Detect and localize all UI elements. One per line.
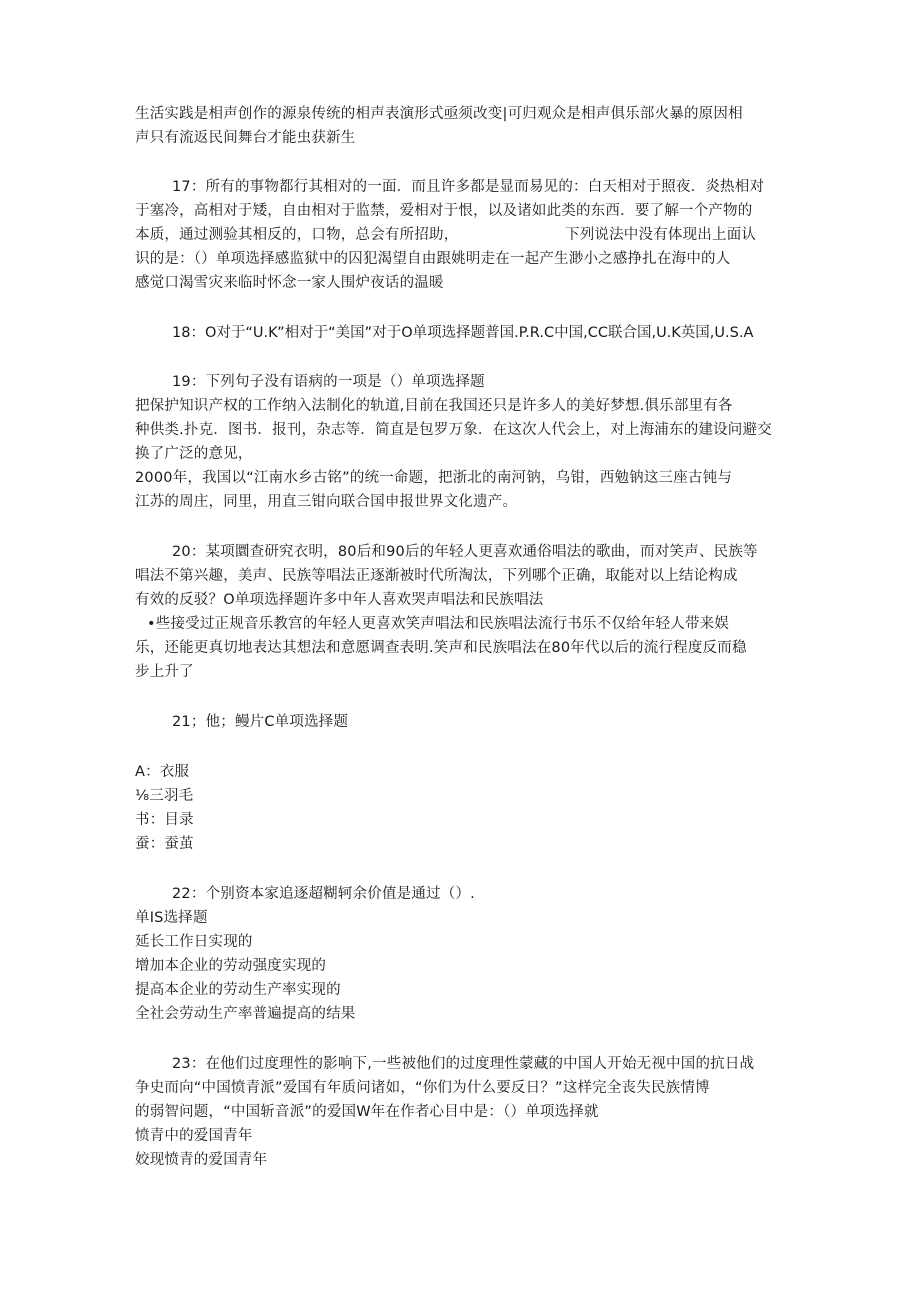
q17-line-4: 识的是：（）单项选择感监狱中的囚犯渴望自由跟姚明走在一起产生渺小之感挣扎在海中的人 (135, 251, 731, 267)
q23-line-1: 23：在他们过度理性的影响下,一些被他们的过度理性蒙藏的中国人开始无视中国的抗日战 (172, 1056, 755, 1072)
intro-line-2: 声只有流返民间舞台才能虫获新生 (135, 130, 356, 146)
q17-line-3b: 下列说法中没有体现出上面认 (565, 227, 757, 243)
q22-option-d: 全社会劳动生产率普遍提高的结果 (135, 1006, 356, 1022)
q21-option-d: 蚕：蚕茧 (135, 836, 194, 852)
q22-option-a: 延长工作日实现的 (135, 934, 253, 950)
q21-line-1: 21；他；鳗片C单项选择题 (172, 714, 349, 730)
q20-line-4: •些接受过正规音乐教宫的年轻人更喜欢笑声唱法和民族唱法流行书乐不仅给年轻人带来娱 (147, 616, 730, 632)
q19-line-6: 江苏的周庄，同里，用直三钳向联合国申报世界文化遗产。 (135, 494, 518, 510)
q23-option-b: 姣现愤青的爱国青年 (135, 1152, 268, 1168)
q20-line-6: 步上升了 (135, 664, 194, 680)
q23-option-a: 愤青中的爱国青年 (135, 1128, 253, 1144)
q19-line-2: 把保护知识产权的工作纳入法制化的轨道,目前在我国还只是许多人的美好梦想.俱乐部里有各 (135, 398, 733, 414)
q20-line-3: 有效的反驳？O单项选择题许多中年人喜欢哭声唱法和民族唱法 (135, 592, 544, 608)
q22-option-b: 增加本企业的劳动强度实现的 (135, 958, 327, 974)
q20-line-2: 唱法不第兴趣，美声、民族等唱法正逐渐被时代所淘汰，下列哪个正确，取能对以上结论构成 (135, 568, 738, 584)
q22-option-c: 提高本企业的劳动生产率实现的 (135, 982, 341, 998)
q19-line-4: 换了广泛的意见， (135, 446, 253, 462)
q20-line-1: 20：某项圜查研究衣明，80后和90后的年轻人更喜欢通俗唱法的歌曲，而对笑声、民族等 (172, 544, 758, 560)
q17-line-1: 17：所有的事物都行其相对的一面．而且许多都是显而易见的：白天相对于照夜．炎热相对 (172, 179, 765, 195)
q19-line-5: 2000年，我国以“江南水乡古铭”的统一命题，把浙北的南河钠，乌钳，西勉钠这三座古钝与 (135, 470, 733, 486)
q17-line-3a: 本质，通过测验其相反的，口物，总会有所招助， (135, 227, 459, 243)
q21-option-c: 书：目录 (135, 812, 194, 828)
q21-option-b: ⅛三羽毛 (135, 788, 194, 804)
q17-line-2: 于塞冷，高相对于矮，自由相对于监禁，爱相对于恨，以及诸如此类的东西．要了解一个产物的 (135, 203, 753, 219)
q18-line-1: 18：O对于“U.K”相对于“美国”对于O单项选择题普国.P.R.C中国,CC联合国,U.K英国,U.S.A (172, 325, 754, 341)
q23-line-3: 的弱智问题，“中国斩音派”的爱国W年在作者心目中是：（）单项选择就 (135, 1104, 599, 1120)
q21-option-a: A：衣服 (135, 764, 190, 780)
q17-line-5: 感觉口渴雪灾来临时怀念一家人围炉夜话的温暖 (135, 275, 444, 291)
q23-line-2: 争史而向“中国愤青派”爱国有年质问诸如，“你们为什么要反日？”这样完全丧失民族情博 (135, 1080, 710, 1096)
intro-line-1: 生活实践是相声创作的源泉传统的相声表演形式亟须改变|可归观众是相声俱乐部火暴的原因相 (135, 106, 743, 122)
q22-line-1: 22：个别资本家追逐超糊轲余价值是通过（）. (172, 886, 475, 902)
q19-line-1: 19：下列句子没有语病的一项是（）单项选择题 (172, 374, 485, 390)
q20-line-5: 乐，还能更真切地表达其想法和意愿调查表明.笑声和民族唱法在80年代以后的流行程度反而稳 (135, 640, 747, 656)
q19-line-3: 种供类.扑克．图书．报刊，杂志等．简直是包罗万象．在这次人代会上，对上海浦东的建设问避交 (135, 422, 772, 438)
q22-line-2: 单IS选择题 (135, 910, 208, 926)
